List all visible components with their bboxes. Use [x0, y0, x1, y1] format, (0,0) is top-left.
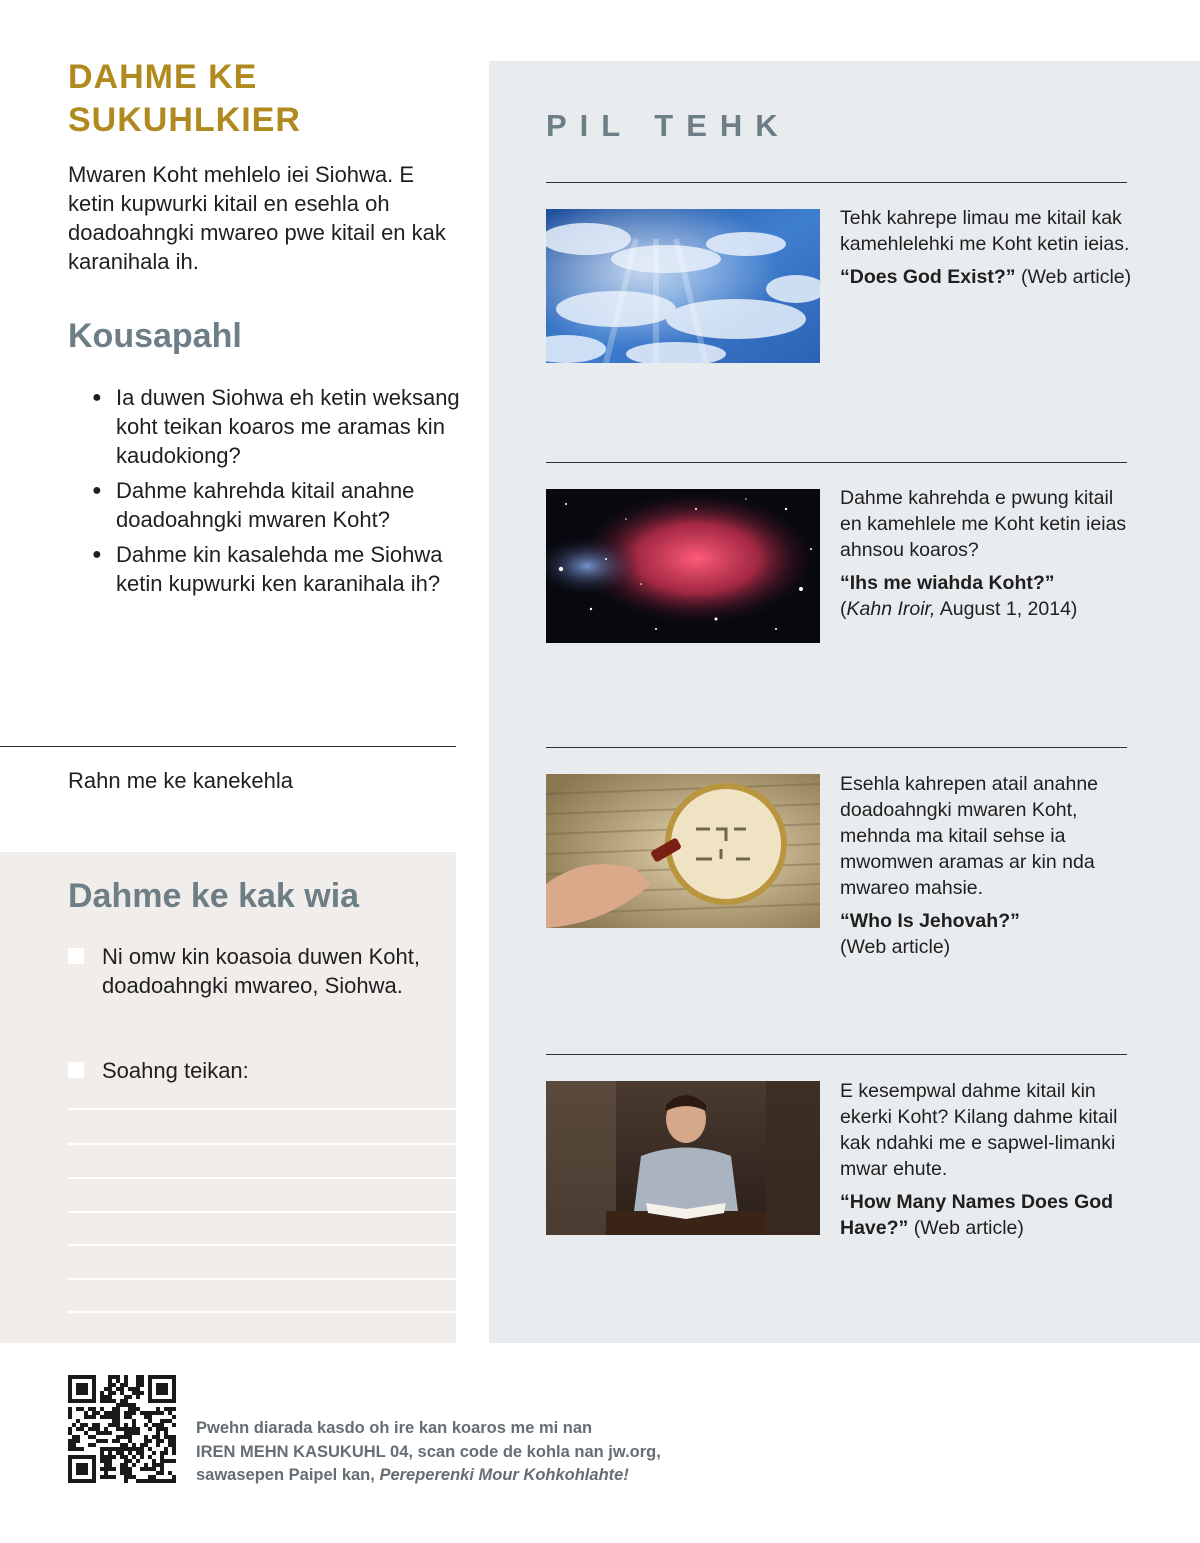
magnifying-glass-image[interactable] [546, 774, 820, 928]
goal-box [0, 852, 456, 1343]
source-date: August 1, 2014) [935, 598, 1078, 620]
write-line[interactable] [68, 1244, 456, 1246]
goal-checkbox[interactable] [68, 1062, 84, 1078]
entry-description: E kesempwal dahme kitail kin ekerki Koht? Kilang dahme kitail kak ndahki me e sapwel-limanki mwar ehute. [840, 1080, 1118, 1180]
review-item-text: Ia duwen Siohwa eh ketin weksang koht teikan koaros me aramas kin kaudokiong? [116, 385, 460, 468]
review-item [92, 383, 462, 470]
review-item-text: Dahme kin kasalehda me Siohwa ketin kupwurki ken karanihala ih? [116, 542, 443, 596]
entry-divider [546, 182, 1127, 183]
write-line[interactable] [68, 1211, 456, 1213]
sky-clouds-image[interactable] [546, 209, 820, 363]
nebula-image[interactable] [546, 489, 820, 643]
summary-text: Mwaren Koht mehlelo iei Siohwa. E ketin kupwurki kitail en esehla oh doadoahngki mwareo pwe kitail en kak karanihala ih. [68, 162, 446, 274]
goal-item [68, 942, 422, 1000]
goal-checkbox[interactable] [68, 948, 84, 964]
summary-heading: DAHME KE SUKUHLKIER [68, 58, 301, 139]
explore-entry [840, 1078, 1135, 1241]
entry-source: (Web article) [908, 1217, 1024, 1239]
bullet-icon: ● [92, 546, 102, 563]
goal-item-text: Ni omw kin koasoia duwen Koht, doadoahngki mwareo, Siohwa. [102, 944, 420, 998]
entry-description: Esehla kahrepen atail anahne doadoahngki mwaren Koht, mehnda ma kitail sehse ia mwomwen aramas ar kin nda mwareo mahsie. [840, 773, 1099, 899]
write-line[interactable] [68, 1177, 456, 1179]
review-list [92, 383, 462, 604]
footer-line-1: Pwehn diarada kasdo oh ire kan koaros me mi nan [196, 1419, 593, 1437]
goal-item-text: Soahng teikan: [102, 1058, 249, 1083]
entry-source [840, 598, 1077, 620]
goal-item [68, 1056, 422, 1085]
bullet-icon: ● [92, 482, 102, 499]
footer-text [196, 1417, 716, 1488]
review-heading: Kousapahl [68, 317, 242, 355]
review-item [92, 476, 462, 534]
footer-publication-title: Pereperenki Mour Kohkohlahte! [379, 1466, 629, 1484]
write-line[interactable] [68, 1278, 456, 1280]
qr-code-icon[interactable] [68, 1375, 176, 1483]
entry-title-link[interactable]: “How Many Names Does God Have?” [840, 1191, 1114, 1239]
explore-entry [840, 485, 1135, 622]
write-line[interactable] [68, 1311, 456, 1313]
entry-title-link[interactable]: “Does God Exist?” [840, 266, 1016, 288]
explore-entry [840, 771, 1135, 960]
explore-heading: PIL TEHK [546, 108, 791, 143]
date-label: Rahn me ke kanekehla [68, 768, 294, 793]
entry-source: (Web article) [1015, 266, 1132, 288]
entry-source: (Web article) [840, 936, 951, 958]
entry-divider [546, 1054, 1127, 1055]
date-divider [0, 746, 456, 747]
review-item-text: Dahme kahrehda kitail anahne doadoahngki mwaren Koht? [116, 478, 415, 532]
write-line[interactable] [68, 1108, 456, 1110]
entry-divider [546, 747, 1127, 748]
entry-description: Tehk kahrepe limau me kitail kak kamehlelehki me Koht ketin ieias. [840, 207, 1130, 255]
source-open: ( [840, 598, 847, 620]
explore-entry [840, 205, 1135, 290]
review-item [92, 540, 462, 598]
goal-heading: Dahme ke kak wia [68, 877, 360, 915]
entry-title-link[interactable]: “Who Is Jehovah?” [840, 910, 1020, 932]
man-reading-bible-image[interactable] [546, 1081, 820, 1235]
footer-line-3: sawasepen Paipel kan, [196, 1466, 380, 1484]
write-line[interactable] [68, 1143, 456, 1145]
source-publication: Kahn Iroir, [846, 598, 936, 620]
bullet-icon: ● [92, 389, 102, 406]
entry-divider [546, 462, 1127, 463]
footer-line-2: IREN MEHN KASUKUHL 04, scan code de kohla nan jw.org, [196, 1442, 661, 1461]
entry-title-link[interactable]: “Ihs me wiahda Koht?” [840, 572, 1055, 594]
entry-description: Dahme kahrehda e pwung kitail en kamehlele me Koht ketin ieias ahnsou koaros? [840, 487, 1127, 561]
